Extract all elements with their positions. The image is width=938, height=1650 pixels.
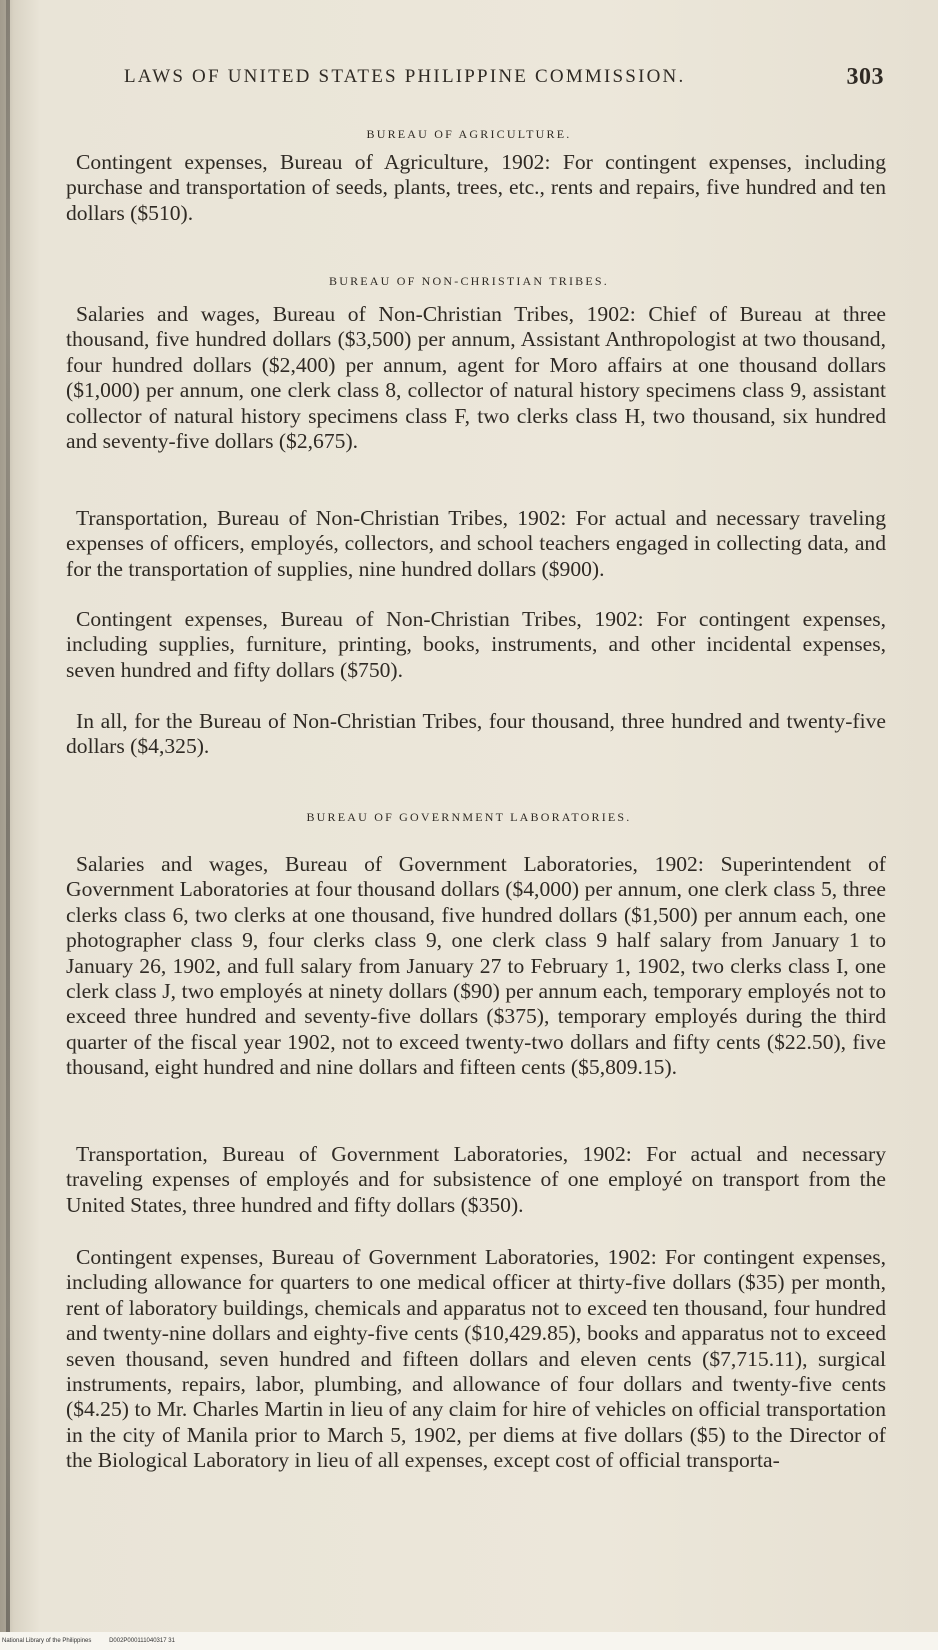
paragraph-nct-total: In all, for the Bureau of Non-Christian Tribes, four thousand, three hundred and twenty-five dollars ($4,325). bbox=[66, 709, 886, 759]
scan-footer bbox=[0, 1632, 938, 1650]
section-heading-agriculture: BUREAU OF AGRICULTURE. bbox=[366, 127, 572, 141]
page-binding-edge bbox=[6, 0, 10, 1650]
section-heading-government-laboratories: BUREAU OF GOVERNMENT LABORATORIES. bbox=[306, 810, 632, 824]
footer-library: National Library of the Philippines bbox=[2, 1638, 92, 1644]
paragraph-nct-salaries: Salaries and wages, Bureau of Non-Christian Tribes, 1902: Chief of Bureau at three thousand, five hundred dollars ($3,500) per annum, Assistant Anthropologist at two thousand, four hundred dollars ($2,400) per annum, agent for Moro affairs at one thousand dollars ($1,000) per annum, one clerk class 8, collector of natural history specimens class 9, assistant collector of natural history specimens class F, two clerks class H, two thousand, six hundred and seventy-five dollars ($2,675). bbox=[66, 302, 886, 454]
running-title: LAWS OF UNITED STATES PHILIPPINE COMMISSION. bbox=[124, 66, 686, 87]
paragraph-gl-transportation: Transportation, Bureau of Government Laboratories, 1902: For actual and necessary traveling expenses of employés and for subsistence of one employé on transport from the United States, three hundred and fifty dollars ($350). bbox=[66, 1142, 886, 1217]
running-header bbox=[124, 64, 884, 94]
paragraph-agriculture-contingent: Contingent expenses, Bureau of Agriculture, 1902: For contingent expenses, including purchase and transportation of seeds, plants, trees, etc., rents and repairs, five hundred and ten dollars ($510). bbox=[66, 150, 886, 225]
footer-code: D002P000111040317 31 bbox=[109, 1638, 175, 1644]
paragraph-gl-salaries: Salaries and wages, Bureau of Government Laboratories, 1902: Superintendent of Government Laboratories at four thousand dollars ($4,000) per annum, one clerk class 5, three clerks class 6, two clerks at one thousand, five hundred dollars ($1,500) per annum each, one photographer class 9, four clerks class 9, one clerk class 9 half salary from January 1 to January 26, 1902, and full salary from January 27 to February 1, 1902, two clerks class I, one clerk class J, two employés at ninety dollars ($90) per annum each, temporary employés not to exceed three hundred and seventy-five dollars ($375), temporary employés during the third quarter of the fiscal year 1902, not to exceed twenty-two dollars and fifty cents ($22.50), five thousand, eight hundred and nine dollars and fifteen cents ($5,809.15). bbox=[66, 852, 886, 1080]
page-number: 303 bbox=[846, 64, 884, 90]
paragraph-nct-contingent: Contingent expenses, Bureau of Non-Christian Tribes, 1902: For contingent expenses, including supplies, furniture, printing, books, instruments, and other incidental expenses, seven hundred and fifty dollars ($750). bbox=[66, 607, 886, 682]
paragraph-nct-transportation: Transportation, Bureau of Non-Christian Tribes, 1902: For actual and necessary traveling expenses of officers, employés, collectors, and school teachers engaged in collecting data, and for the transportation of supplies, nine hundred dollars ($900). bbox=[66, 506, 886, 581]
section-heading-non-christian-tribes: BUREAU OF NON-CHRISTIAN TRIBES. bbox=[329, 274, 609, 288]
paragraph-gl-contingent: Contingent expenses, Bureau of Government Laboratories, 1902: For contingent expenses, including allowance for quarters to one medical officer at thirty-five dollars ($35) per month, rent of laboratory buildings, chemicals and apparatus not to exceed ten thousand, four hundred and twenty-nine dollars and eighty-five cents ($10,429.85), books and apparatus not to exceed seven thousand, seven hundred and fifteen dollars and eleven cents ($7,715.11), surgical instruments, repairs, labor, plumbing, and allowance of four dollars and twenty-five cents ($4.25) to Mr. Charles Martin in lieu of any claim for hire of vehicles on official transportation in the city of Manila prior to March 5, 1902, per diems at five dollars ($5) to the Director of the Biological Laboratory in lieu of all expenses, except cost of official transporta- bbox=[66, 1245, 886, 1473]
